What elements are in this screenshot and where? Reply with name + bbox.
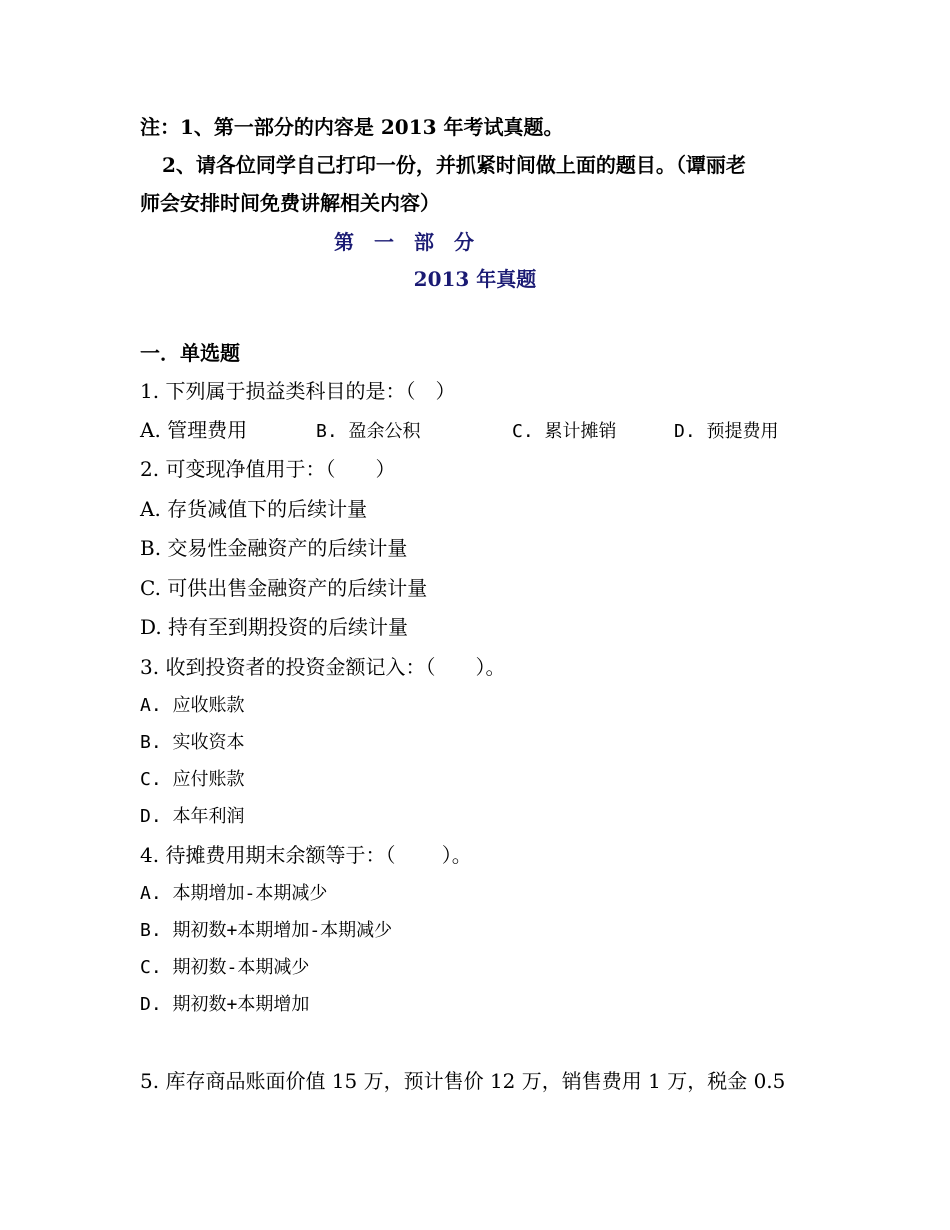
question-3-option-b: B. 实收资本 <box>140 732 245 753</box>
question-2-option-a: A. 存货减值下的后续计量 <box>140 497 368 521</box>
question-1-options <box>140 417 779 445</box>
question-4-option-a: A. 本期增加-本期减少 <box>140 883 328 904</box>
question-1-option-c: C. 累计摊销 <box>512 421 617 442</box>
note-line-2: 2、请各位同学自己打印一份，并抓紧时间做上面的题目。（谭丽老 <box>162 153 746 177</box>
part-title: 第 一 部 分 <box>334 230 474 254</box>
note-line-1: 注：1、第一部分的内容是 2013 年考试真题。 <box>140 115 564 139</box>
question-3-option-d: D. 本年利润 <box>140 806 245 827</box>
question-5-stem: 5. 库存商品账面价值 15 万，预计售价 12 万，销售费用 1 万，税金 0.5 <box>140 1069 786 1093</box>
question-4-option-b: B. 期初数+本期增加-本期减少 <box>140 920 393 941</box>
question-4-option-d: D. 期初数+本期增加 <box>140 994 310 1015</box>
question-2-option-d: D. 持有至到期投资的后续计量 <box>140 615 409 639</box>
question-2-option-c: C. 可供出售金融资产的后续计量 <box>140 576 428 600</box>
note-line-3: 师会安排时间免费讲解相关内容） <box>140 191 440 215</box>
part-subtitle: 2013 年真题 <box>413 267 537 291</box>
question-1-stem: 1. 下列属于损益类科目的是：（ ） <box>140 379 456 403</box>
question-3-option-c: C. 应付账款 <box>140 769 245 790</box>
question-3-stem: 3. 收到投资者的投资金额记入：（ ）。 <box>140 655 506 679</box>
question-4-option-c: C. 期初数-本期减少 <box>140 957 310 978</box>
question-1-option-a: A. 管理费用 <box>140 418 248 442</box>
question-1-option-d: D. 预提费用 <box>674 421 779 442</box>
question-1-option-b: B. 盈余公积 <box>316 421 421 442</box>
question-3-option-a: A. 应收账款 <box>140 695 245 716</box>
question-4-stem: 4. 待摊费用期末余额等于：（ ）。 <box>140 843 472 867</box>
question-2-option-b: B. 交易性金融资产的后续计量 <box>140 536 408 560</box>
section-heading: 一．单选题 <box>140 341 240 365</box>
question-2-stem: 2. 可变现净值用于：（ ） <box>140 457 396 481</box>
